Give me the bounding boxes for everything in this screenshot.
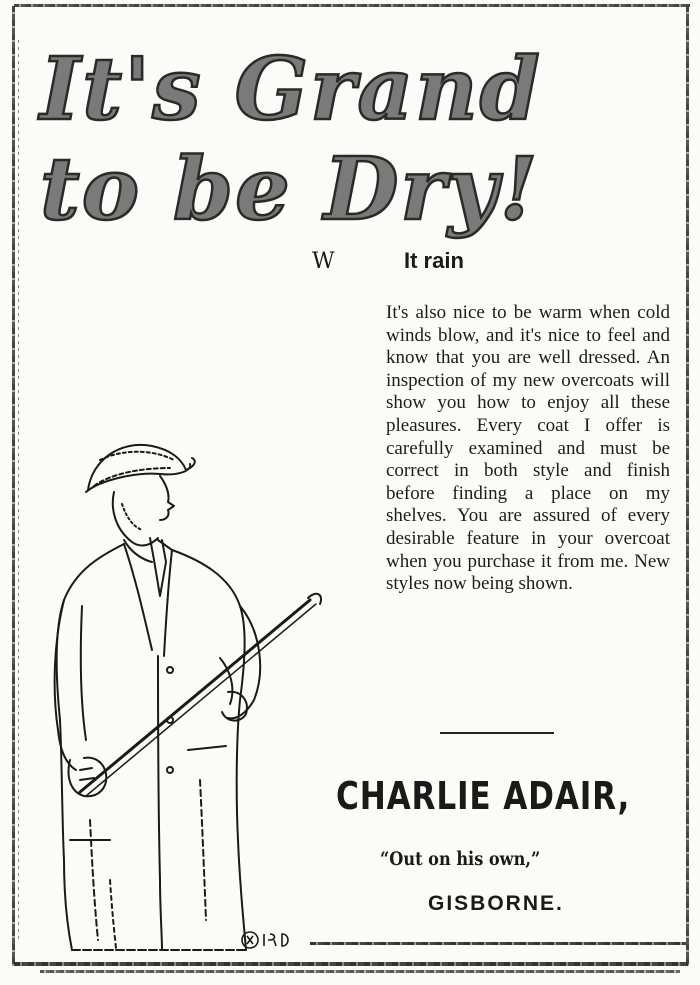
subheading-rest: It rain [404,248,464,273]
border-left-inner [18,40,19,940]
artist-monogram-icon [240,928,300,952]
border-bottom [14,962,688,966]
subheading-w: W [312,249,335,274]
headline [40,40,560,240]
headline-line-1: It's Grand [40,39,542,140]
headline-line-2: to be Dry! [40,139,540,240]
subheading [312,248,532,274]
border-bottom-inner [310,942,686,945]
border-left [12,6,15,966]
merchant-name: CHARLIE ADAIR, [336,774,631,818]
divider-rule [440,732,554,734]
merchant-tagline: “Out on his own,” [380,848,541,870]
border-right [686,6,689,966]
body-paragraph: It's also nice to be warm when cold winds blow, and it's nice to feel and know that you are well dressed. An inspection of my new overcoats will show you how to enjoy all these pleasures. Every coat I offer is carefully examined and must be correct in both style and finish before finding a place on my shelves. You are assured of every desirable feature in your overcoat when you purchase it from me. New styles now being shown. [386,302,670,595]
border-top [14,4,690,7]
merchant-town: GISBORNE. [428,892,564,915]
border-bottom-outer [40,970,680,973]
man-in-overcoat-with-cane-icon [40,420,330,960]
